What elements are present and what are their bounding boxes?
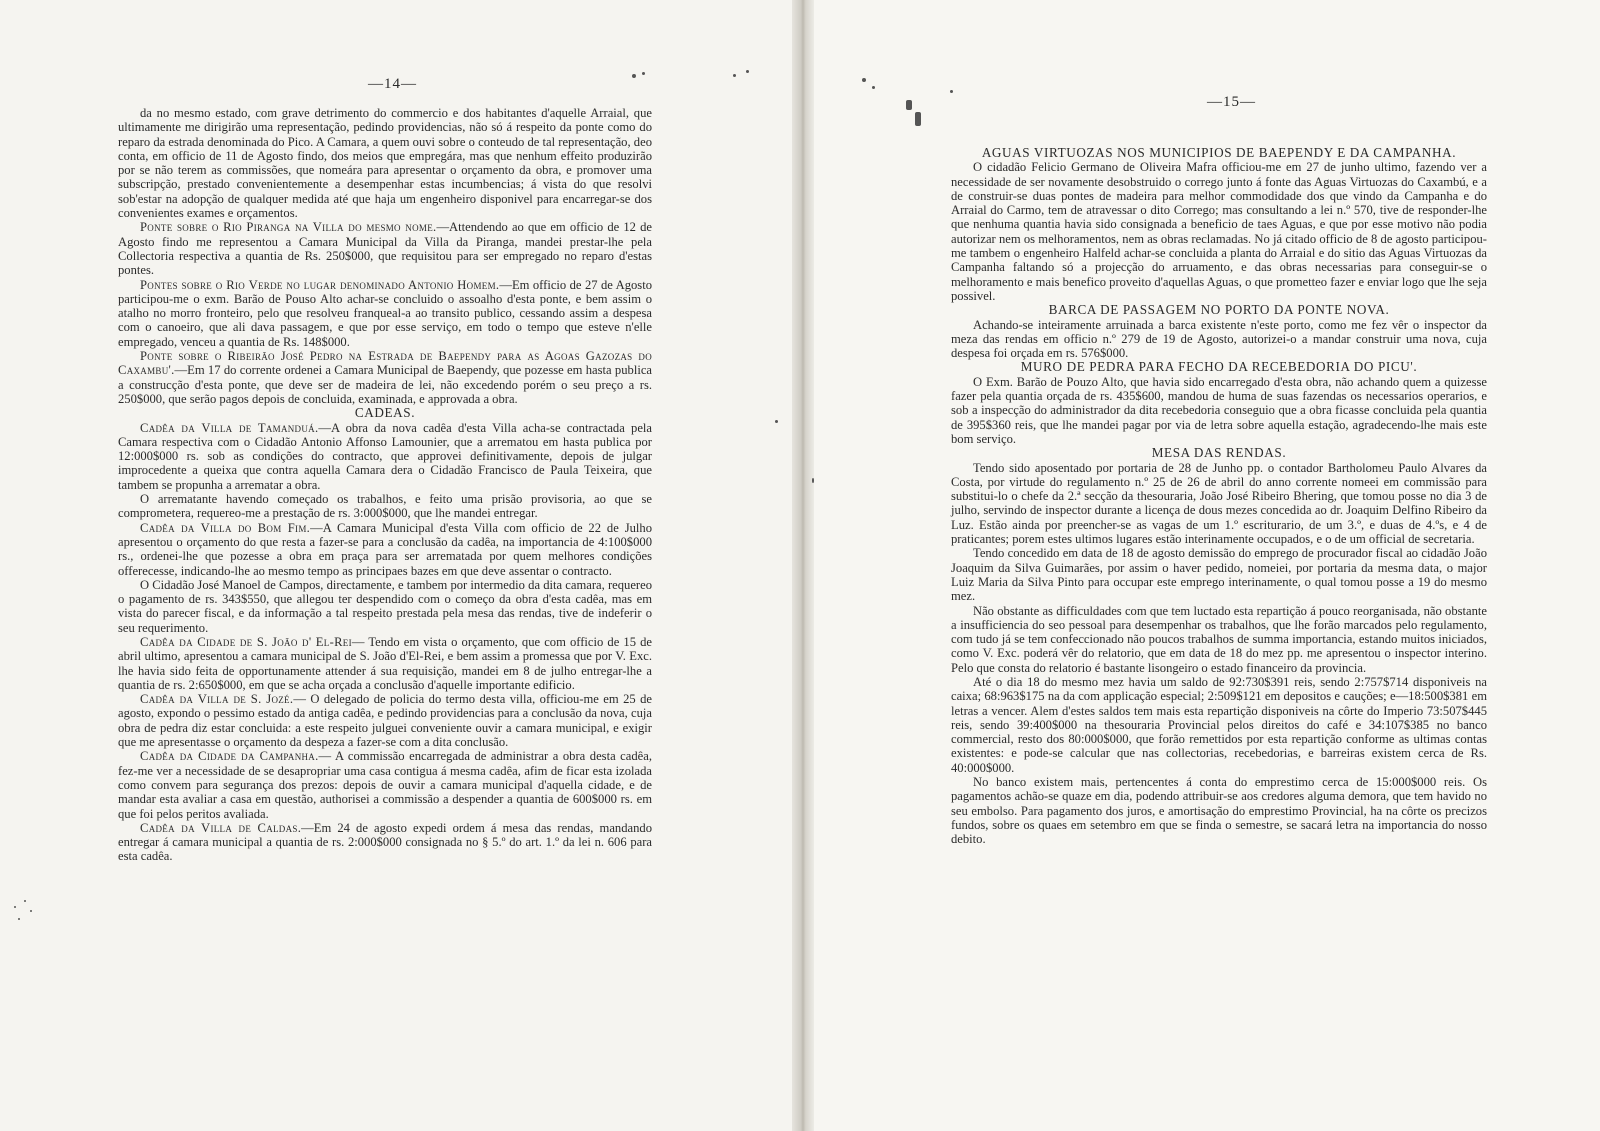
- paragraph-subheading: Pontes sobre o Rio Verde no lugar denominado Antonio Homem.: [140, 277, 500, 292]
- paragraph: [118, 578, 652, 635]
- paragraph-text: —Em 24 de agosto expedi ordem á mesa das rendas, mandando entregar á camara municipal a quantia de rs. 2:000$000 consignada no § 5.º do art. 1.º da lei n. 606 para esta cadêa.: [118, 820, 652, 864]
- right-page-text: [951, 146, 1487, 847]
- paragraph: [118, 749, 652, 820]
- paragraph: [951, 160, 1487, 303]
- ink-speck: [906, 100, 912, 110]
- ink-speck: [915, 112, 921, 126]
- paragraph-text: —Em 17 do corrente ordenei a Camara Municipal de Baependy, que pozesse em hasta publica a construcção d'esta ponte, que deve ser de madeira de lei, não excedendo porém o seu preço a rs. 250$000, que serão pagos depois de concluida, examinada, e approvada a obra.: [118, 363, 652, 406]
- paragraph: [118, 821, 652, 864]
- paragraph-subheading: Cadêa da Villa de Tamanduá.: [140, 420, 319, 435]
- paragraph-text: O Cidadão José Manoel de Campos, directamente, e tambem por intermedio da dita camara, requereo o pagamento de rs. 343$550, que allegou ter despendido com o começo da obra d'esta cadêa, mas em vista do parecer fiscal, e da informação a tal respeito prestada pela mesa das rendas, tive de indeferir o seu requerimento.: [118, 577, 652, 635]
- paragraph: [951, 375, 1487, 446]
- paragraph: [118, 692, 652, 749]
- paragraph-subheading: Cadêa da Villa de S. Jozé.: [140, 692, 294, 707]
- paragraph: [118, 492, 652, 521]
- section-heading: MURO DE PEDRA PARA FECHO DA RECEBEDORIA DO PICU'.: [1020, 359, 1418, 375]
- ink-speck: [30, 910, 32, 912]
- paragraph-subheading: Ponte sobre o Rio Piranga na Villa do mesmo nome.: [140, 220, 437, 235]
- paragraph-text: — A commissão encarregada de administrar a obra desta cadêa, fez-me ver a necessidade de se desapropriar uma casa contigua á mesma cadêa, afim de ficar esta izolada como convem para segurança dos prezos: depois de ouvir a camara municipal d'aquella cidade, e de mandar esta avaliar a casa em questão, authorisei a commissão a despender a quantia de 600$000 rs. em que foi pelos peritos avaliada.: [118, 749, 652, 821]
- paragraph: [118, 521, 652, 578]
- paragraph-text: O arrematante havendo começado os trabalhos, e feito uma prisão provisoria, ao que se comprometera, requereo-me a prestação de rs. 3:000$000, que lhe mandei entregar.: [118, 492, 652, 521]
- paragraph-text: Não obstante as difficuldades com que tem luctado esta repartição á pouco reorganisada, não obstante a insufficiencia do seo pessoal para desempenhar os trabalhos, que lhe forão marcados pelo regulamento, com tudo já se tem confeccionado não poucos trabalhos de summa importancia, estando muitos iniciados, como V. Exc. poderá vêr do relatorio, que em data de 18 do mez pp. me apresentou o inspector interino. Pelo que consta do relatorio é bastante lisongeiro o estado financeiro da provincia.: [951, 603, 1487, 675]
- paragraph-text: No banco existem mais, pertencentes á conta do emprestimo cerca de 15:000$000 reis. Os pagamentos achão-se quaze em dia, podendo attribuir-se aos credores alguma demora, que tem havido no seu embolso. Para pagamento dos juros, e amortisação do emprestimo Provincial, ha na côrte os precizos fundos, sobre os quaes em setembro em que se finda o semestre, se sacará letra na importancia do nosso debito.: [951, 775, 1487, 847]
- paragraph: [118, 421, 652, 492]
- paragraph-subheading: Cadêa da Villa de Caldas.: [140, 820, 302, 835]
- ink-speck: [14, 906, 16, 908]
- ink-speck: [24, 900, 26, 902]
- ink-speck: [733, 74, 736, 77]
- section-heading: BARCA DE PASSAGEM NO PORTO DA PONTE NOVA.: [1048, 302, 1390, 318]
- ink-speck: [746, 70, 749, 73]
- section-heading: MESA DAS RENDAS.: [1151, 445, 1287, 461]
- paragraph-text: Até o dia 18 do mesmo mez havia um saldo de 92:730$391 reis, sendo 2:757$714 disponiveis na caixa; 68:963$175 na da com applicação especial; 2:509$121 em depositos e cauções; e—18:500$381 em letras a vencer. Alem d'estes saldos tem mais esta repartição disponiveis na côrte do Imperio 73:507$445 reis, sendo 39:400$000 na thesouraria Provincial pelos direitos do café e 34:107$385 no banco commercial, resto dos 80:000$000, que forão remettidos por esta repartição conforme as ultimas contas existentes: e pode-se calcular que nas collectorias, recebedorias, e barreiras existem cerca de Rs. 40:000$000.: [951, 674, 1487, 775]
- paragraph-text: —A obra da nova cadêa d'esta Villa acha-se contractada pela Camara respectiva com o Cidadão Antonio Affonso Lamounier, que a arrematou em hasta publica por 12:000$000 rs. sob as condições do contracto, que approvei definitivamente, depois de julgar improcedente a queixa que contra aquella Camara dera o Cidadão Francisco de Paula Teixeira, que tambem se propunha a arrematar a obra.: [118, 420, 653, 492]
- page-number-left: —14—: [368, 76, 417, 92]
- paragraph-text: O Exm. Barão de Pouzo Alto, que havia sido encarregado d'esta obra, não achando quem a quizesse fazer pela quantia orçada de rs. 435$600, mandou de huma de suas fazendas os necessarios operarios, e sob a inspecção do administrador da dita recebedoria conseguio que a obra ficasse concluida pela quantia de 395$360 reis, que lhe mandei pagar por via de letra sobre aquella estação, agradecendo-lhe mais este bom serviço.: [951, 374, 1487, 446]
- book-gutter: [792, 0, 814, 1131]
- paragraph-text: —Em officio de 27 de Agosto participou-me o exm. Barão de Pouso Alto achar-se concluido o assoalho d'esta ponte, e bem assim o atalho no morro fronteiro, pelo que resolveu franqueal-a ao transito publico, cessando assim a despesa com o canoeiro, que ali dava passagem, e que por esse serviço, em todo o tempo que esteve n'elle empregado, venceu a quantia de Rs. 148$000.: [118, 277, 652, 349]
- paragraph-text: Tendo concedido em data de 18 de agosto demissão do emprego de procurador fiscal ao cidadão João Joaquim da Silva Guimarães, por assim o haver pedido, nomeiei, por portaria da mesma data, o major Luiz Maria da Silva Pinto para occupar este emprego interinamente, o qual tomou posse a 19 do mesmo mez.: [951, 546, 1487, 604]
- ink-speck: [950, 90, 953, 93]
- paragraph-text: da no mesmo estado, com grave detrimento do commercio e dos habitantes d'aquelle Arraial, que ultimamente me dirigirão uma representação, pedindo providencias, não só á respeito da ponte como do reparo da estrada denominada do Pico. A Camara, a quem ouvi sobre o conteudo de tal representação, deo conta, em officio de 11 de Agosto findo, dos meios que empregára, mas que nenhum effeito produzirão por se não terem as commissões, que nomeára para apresentar o orçamento da obra, e promover uma subscripção, prestado convenientemente a desempenhar estas incumbencias; á vista do que resolvi sob'estar na adopção de qualquer medida até que haja um engenheiro disponivel para encarregar-se dos convenientes exames e orçamentos.: [118, 106, 652, 221]
- left-page-text: [118, 106, 652, 864]
- ink-speck: [872, 86, 875, 89]
- ink-speck: [632, 74, 636, 78]
- paragraph-subheading: Cadêa da Villa do Bom Fim.: [140, 520, 311, 535]
- section-heading: AGUAS VIRTUOZAS NOS MUNICIPIOS DE BAEPENDY E DA CAMPANHA.: [981, 145, 1457, 160]
- paragraph: [951, 318, 1487, 361]
- paragraph-text: —A Camara Municipal d'esta Villa com officio de 22 de Julho apresentou o orçamento do que resta a fazer-se para a conclusão da cadêa, na importancia de 4:100$000 rs., ordenei-lhe que pozesse a obra em praça para ser arrematada por quem melhores condições offerecesse, indicando-lhe ao mesmo tempo as principaes bazes em que deve assentar o contracto.: [118, 520, 652, 578]
- paragraph: [951, 775, 1487, 846]
- paragraph: [118, 278, 652, 349]
- paragraph-text: —Attendendo ao que em officio de 12 de Agosto findo me representou a Camara Municipal da Villa da Piranga, mandei prestar-lhe pela Collectoria respectiva a quantia de Rs. 250$000, que requisitou para ser empregado no reparo d'estas pontes.: [118, 220, 652, 278]
- ink-speck: [862, 78, 866, 82]
- ink-speck: [642, 72, 645, 75]
- paragraph: [951, 546, 1487, 603]
- paragraph: [118, 106, 652, 220]
- paragraph: [118, 220, 652, 277]
- paragraph-text: Tendo sido aposentado por portaria de 28 de Junho pp. o contador Bartholomeu Paulo Alvares da Costa, por virtude do regulamento n.º 25 de 26 de abril do anno corrente nomeei em commissão para substitui-lo o chefe da 2.ª secção da thesouraria, João José Ribeiro Bhering, que tomou posse no dia 3 de julho, servindo de inspector durante a licença de dous mezes concedida ao dr. Joaquim Delfino Ribeiro da Luz. Estão ainda por preencher-se as vagas de um 1.º escriturario, de um 3.º, e duas de 4.ºs, e 4 de praticantes; porem estes ultimos lugares estão interinamente occupados, e o de um official de secretaria.: [951, 460, 1487, 547]
- paragraph-text: Achando-se inteiramente arruinada a barca existente n'este porto, como me fez vêr o inspector da meza das rendas em officio n.º 279 de 19 de Agosto, autorizei-o a mandar construir uma nova, cuja despesa foi orçada em rs. 576$000.: [951, 317, 1487, 361]
- ink-speck: [18, 918, 20, 920]
- paragraph: [118, 349, 652, 406]
- paragraph: [951, 675, 1487, 775]
- paragraph-text: — Tendo em vista o orçamento, que com officio de 15 de abril ultimo, apresentou a camara municipal de S. João d'El-Rei, e bem assim a promessa que por V. Exc. lhe havia sido feita de opportunamente attender á sua requisição, mandei em 8 de julho entregar-lhe a quantia de rs. 2:650$000, em que se acha orçada a conclusão d'aquelle importante edificio.: [118, 634, 652, 692]
- right-page: [803, 0, 1600, 1131]
- paragraph-subheading: Cadêa da Cidade de S. João d' El-Rei: [140, 634, 352, 649]
- ink-speck: [812, 478, 814, 483]
- section-heading: CADEAS.: [354, 405, 416, 421]
- paragraph-text: — O delegado de policia do termo desta villa, officiou-me em 25 de agosto, expondo o pessimo estado da antiga cadêa, e pedindo providencias para a conclusão da nova, cuja obra de pedra diz estar concluida: a este respeito julguei conveniente ouvir a camara municipal, e exigir que me apresentasse o orçamento da despeza a fazer-se com a dita conclusão.: [118, 692, 652, 750]
- paragraph-subheading: Cadêa da Cidade da Campanha.: [140, 749, 319, 764]
- paragraph-subheading: Ponte sobre o Ribeirão José Pedro na Estrada de Baependy para as Agoas Gazozas do Caxambu'.: [118, 349, 652, 378]
- paragraph: [951, 604, 1487, 675]
- ink-speck: [775, 420, 778, 423]
- paragraph: [118, 635, 652, 692]
- paragraph-text: O cidadão Felicio Germano de Oliveira Mafra officiou-me em 27 de junho ultimo, fazendo ver a necessidade de ser novamente desobstruido o corrego junto á fonte das Aguas Virtuozas do Caxambú, e a de construir-se duas pontes de madeira para melhor commodidade dos que vindo da Campanha e do Arraial do Carmo, tem de atravessar o dito Corrego; mas consultando a lei n.º 570, tive de responder-lhe que nenhuma quantia havia sido consignada a beneficio de taes Aguas, e que por esse motivo não podia autorizar nem os melhoramentos, nem as obras reclamadas. No já citado officio de 8 de agosto participou-me tambem o engenheiro Halfeld achar-se concluida a planta do Arraial e do sitio das Aguas Virtuozas da Campanha faltando só a projecção do arruamento, e das obras necessarias para conseguir-se o melhoramento e mais benefico proveito d'aquellas Aguas, o que prometteo fazer e enviar logo que lhe seja possivel.: [951, 160, 1487, 303]
- page-number-right: —15—: [1207, 94, 1256, 110]
- paragraph: [951, 461, 1487, 547]
